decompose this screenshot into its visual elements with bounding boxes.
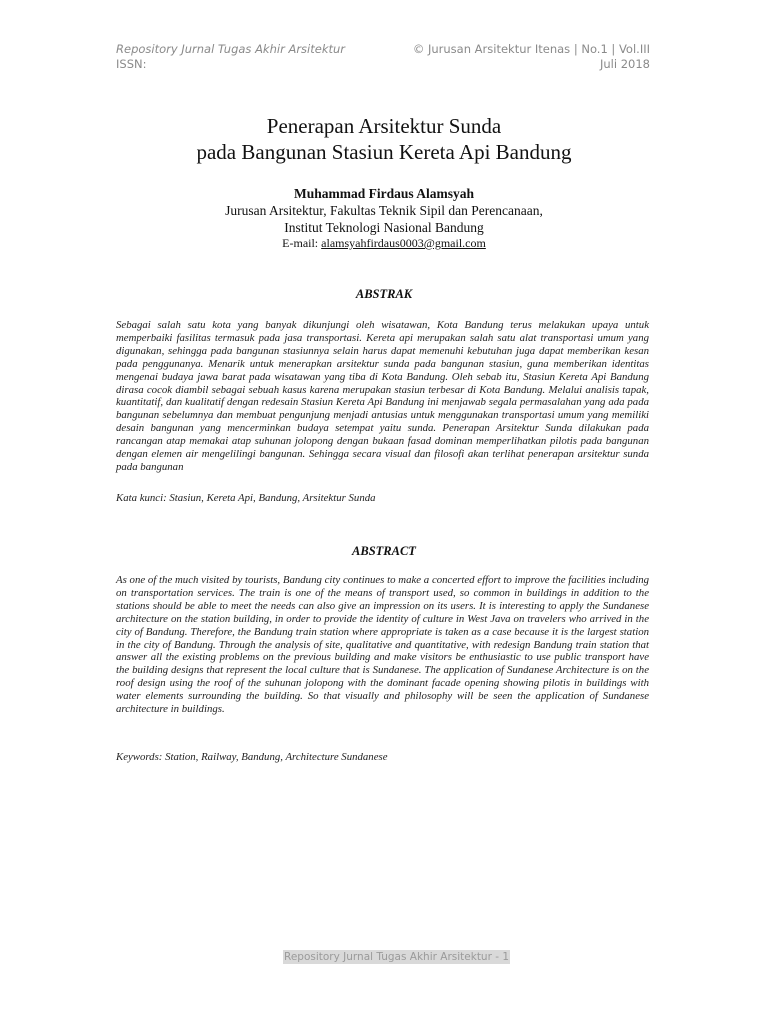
affiliation-line-1: Jurusan Arsitektur, Fakultas Teknik Sipil dan Perencanaan, <box>225 203 543 218</box>
abstrak-keywords: Kata kunci: Stasiun, Kereta Api, Bandung, Arsitektur Sunda <box>116 492 376 504</box>
abstract-keywords: Keywords: Station, Railway, Bandung, Architecture Sundanese <box>116 751 388 763</box>
abstrak-heading: ABSTRAK <box>355 287 413 301</box>
issn-label: ISSN: <box>116 57 147 71</box>
header-right <box>413 42 650 72</box>
title-line-1: Penerapan Arsitektur Sunda <box>266 114 502 138</box>
paper-title <box>0 113 768 165</box>
abstract-body: As one of the much visited by tourists, Bandung city continues to make a concerted effort to improve the facilities including on transportation services. The train is one of the means of transport used, so common in buildings in addition to the stations should be able to meet the needs can also give an impression on its users. It is interesting to apply the Sundanese architecture on the station building, in order to provide the identity of culture in West Java on travelers who arrived in the city of Bandung. Therefore, the Bandung train station where appropriate is taken as a case because it is the largest station in the city of Bandung. Through the analysis of site, qualitative and quantitative, with redesign Bandung train station that answer all the existing problems on the previous building and make visitors be enthusiastic to use public transport have the building designs that represent the local culture that is Sundanese. The application of Sundanese Architecture is on the roof design using the roof of the suhunan jolopong with the dominant facade opening showing pilotis in buildings with water elements surrounding the building. So that visually and philosophy will be seen the application of Sundanese architecture in buildings. <box>116 574 649 716</box>
email-label: E-mail: <box>282 236 322 250</box>
email-link[interactable]: alamsyahfirdaus0003@gmail.com <box>321 236 486 250</box>
journal-info: © Jurusan Arsitektur Itenas | No.1 | Vol.III <box>412 42 650 56</box>
publication-date: Juli 2018 <box>600 57 650 71</box>
repository-name: Repository Jurnal Tugas Akhir Arsitektur <box>116 42 346 56</box>
abstract-heading: ABSTRACT <box>352 544 416 558</box>
affiliation-line-2: Institut Teknologi Nasional Bandung <box>284 220 484 235</box>
title-line-2: pada Bangunan Stasiun Kereta Api Bandung <box>196 140 572 164</box>
author-name: Muhammad Firdaus Alamsyah <box>293 186 475 201</box>
email-line <box>0 236 768 251</box>
abstrak-body: Sebagai salah satu kota yang banyak dikunjungi oleh wisatawan, Kota Bandung terus melakukan upaya untuk memperbaiki fasilitas termasuk pada jasa transportasi. Kereta api merupakan salah satu alat transportasi umum yang digunakan, sehingga pada bangunan stasiunnya selain harus dapat memenuhi kebutuhan juga dapat memberikan kesan pada penggunanya. Menarik untuk menerapkan arsitektur sunda pada bangunan stasiun, guna memberikan identitas mengenai budaya jawa barat pada wisatawan yang tiba di Kota Bandung. Oleh sebab itu, Stasiun Kereta Api Bandung dirasa cocok diambil sebagai sebuah kasus karena merupakan stasiun terbesar di Kota Bandung. Melalui analisis tapak, kuantitatif, dan kualitatif dengan redesain Stasiun Kereta Api Bandung ini menjawab segala permasalahan yang ada pada bangunan sebelumnya dan membuat pengunjung menjadi antusias untuk menggunakan transportasi umum yang memiliki desain bangunan yang mencerminkan budaya setempat yaitu sunda. Penerapan Arsitektur Sunda dilakukan pada rancangan atap memakai atap suhunan jolopong dengan bukaan fasad dominan memperlihatkan pilotis pada bangunan dengan elemen air mengelilingi bangunan. Sehingga secara visual dan filosofi akan terlihat penerapan arsitektur sunda pada bangunan <box>116 319 649 473</box>
page-footer: Repository Jurnal Tugas Akhir Arsitektur - 1 <box>284 951 510 963</box>
header-left <box>116 42 345 72</box>
author-block <box>0 185 768 251</box>
